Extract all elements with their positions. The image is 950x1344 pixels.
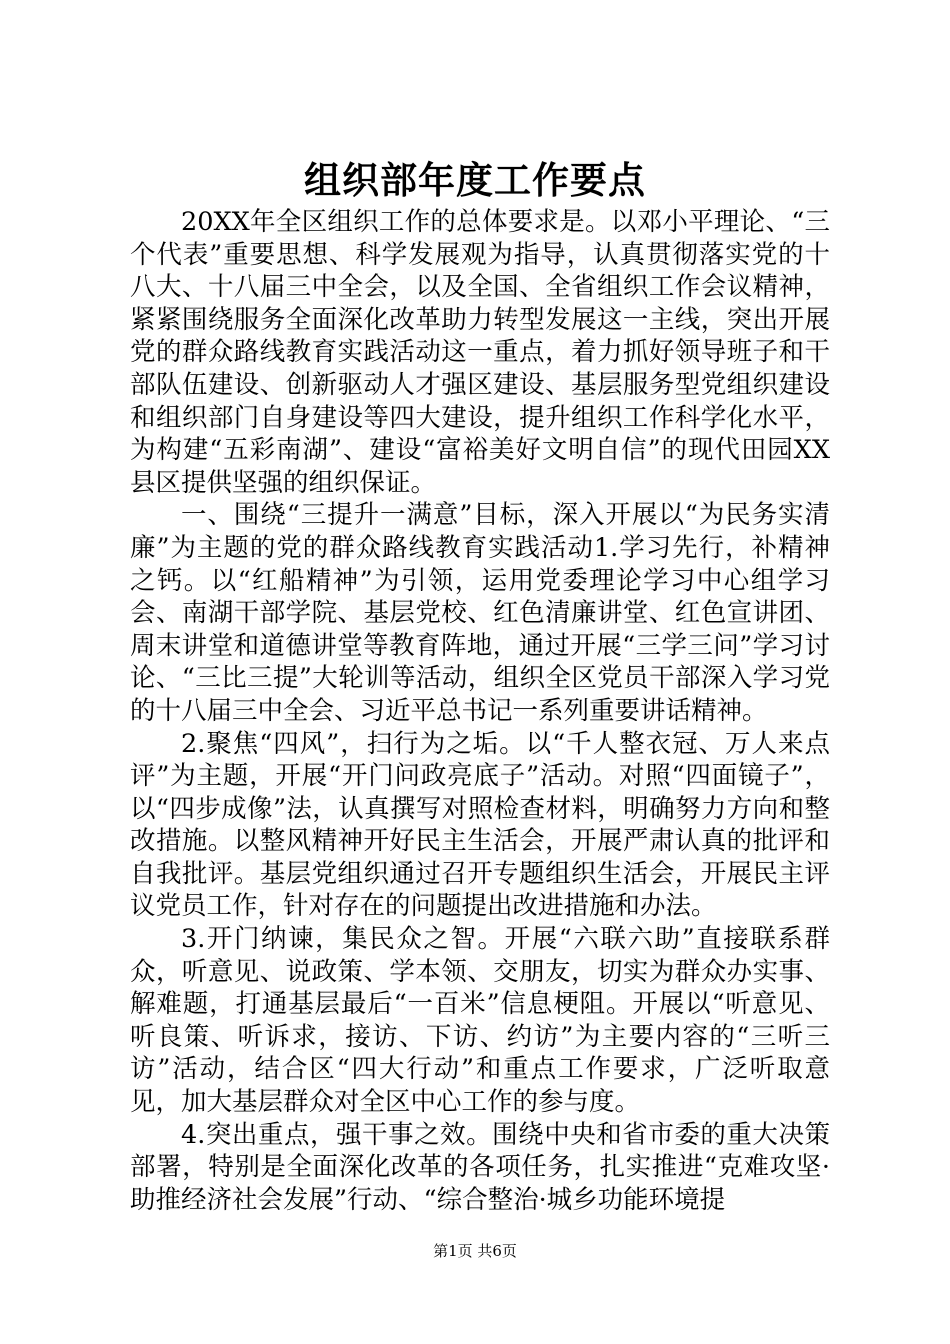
paragraph-section-one: 一、围绕“三提升一满意”目标，深入开展以“为民务实清廉”为主题的党的群众路线教育实践活动1.学习先行，补精神之钙。以“红船精神”为引领，运用党委理论学习中心组学习会、南湖干部学院、基层党校、红色清廉讲堂、红色宣讲团、周末讲堂和道德讲堂等教育阵地，通过开展“三学三问”学习讨论、“三比三提”大轮训等活动，组织全区党员干部深入学习党的十八届三中全会、习近平总书记一系列重要讲话精神。: [130, 500, 830, 726]
paragraph-intro: 20XX年全区组织工作的总体要求是。以邓小平理论、“三个代表”重要思想、科学发展观为指导，认真贯彻落实党的十八大、十八届三中全会，以及全国、全省组织工作会议精神，紧紧围绕服务全面深化改革助力转型发展这一主线，突出开展党的群众路线教育实践活动这一重点，着力抓好领导班子和干部队伍建设、创新驱动人才强区建设、基层服务型党组织建设和组织部门自身建设等四大建设，提升组织工作科学化水平，为构建“五彩南湖”、建设“富裕美好文明自信”的现代田园XX县区提供坚强的组织保证。: [130, 207, 830, 498]
document-body: [130, 206, 830, 1216]
page-footer: 第1页 共6页: [433, 1242, 517, 1260]
paragraph-item-2: 2.聚焦“四风”，扫行为之垢。以“千人整衣冠、万人来点评”为主题，开展“开门问政亮底子”活动。对照“四面镜子”，以“四步成像”法，认真撰写对照检查材料，明确努力方向和整改措施。以整风精神开好民主生活会，开展严肃认真的批评和自我批评。基层党组织通过召开专题组织生活会，开展民主评议党员工作，针对存在的问题提出改进措施和办法。: [130, 728, 830, 922]
paragraph-item-4: 4.突出重点，强干事之效。围绕中央和省市委的重大决策部署，特别是全面深化改革的各项任务，扎实推进“克难攻坚·助推经济社会发展”行动、“综合整治·城乡功能环境提: [130, 1119, 830, 1215]
document-title: 组织部年度工作要点: [304, 158, 646, 202]
paragraph-item-3: 3.开门纳谏，集民众之智。开展“六联六助”直接联系群众，听意见、说政策、学本领、交朋友，切实为群众办实事、解难题，打通基层最后“一百米”信息梗阻。开展以“听意见、听良策、听诉求，接访、下访、约访”为主要内容的“三听三访”活动，结合区“四大行动”和重点工作要求，广泛听取意见，加大基层群众对全区中心工作的参与度。: [130, 924, 830, 1118]
